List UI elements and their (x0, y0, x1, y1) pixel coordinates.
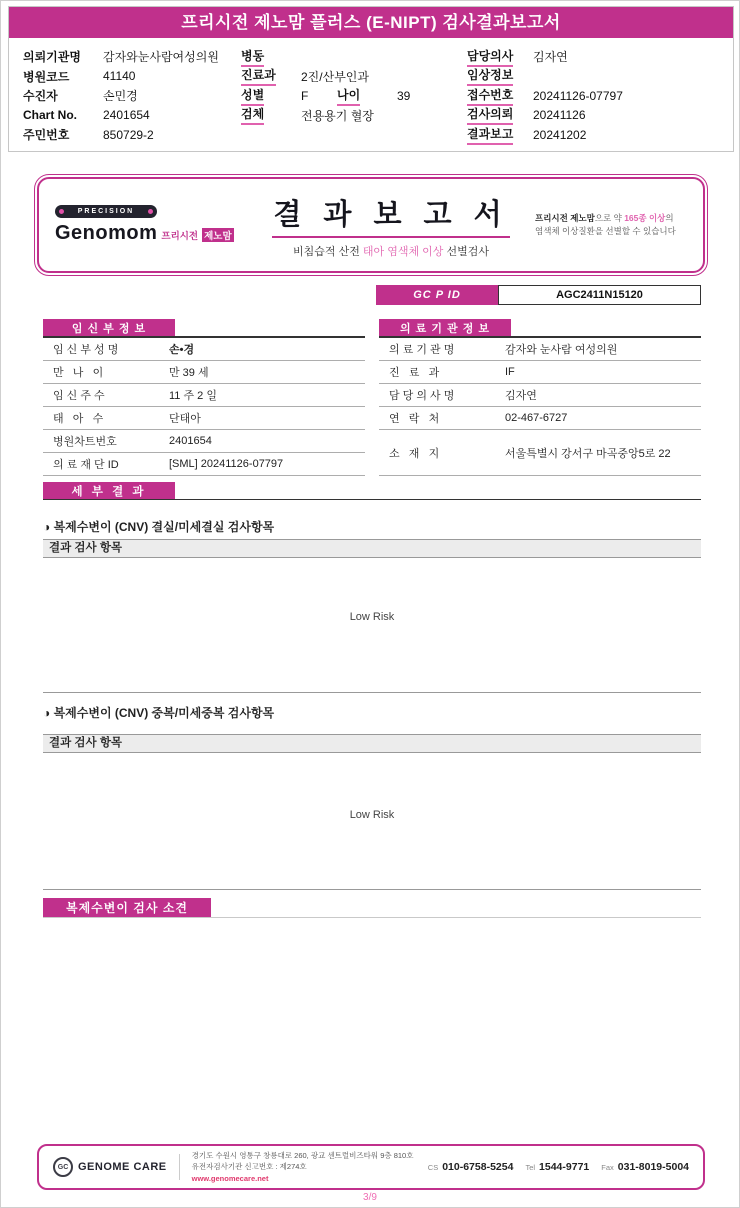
clinical-info-label: 임상정보 (467, 66, 513, 86)
genomom-logo (55, 205, 247, 245)
sex-label: 성별 (241, 86, 264, 106)
clinic-address-value: 서울특별시 강서구 마곡중앙5로 22 (505, 447, 671, 460)
order-info-right-column (467, 47, 719, 145)
brand-korean-1: 프리시전 (161, 231, 199, 242)
resident-no-label: 주민번호 (23, 128, 70, 143)
title-underline (272, 236, 510, 238)
table-row (379, 407, 701, 430)
clinic-info-title: 의 료 기 관 정 보 (379, 319, 511, 336)
order-info-grid (9, 38, 733, 151)
info-row-clinical-info (467, 67, 719, 87)
brand-line (55, 222, 247, 245)
cnv-findings-title: 복제수변이 검사 소견 (43, 898, 211, 917)
chart-no-value: 2401654 (103, 108, 150, 123)
cnv-duplication-heading (43, 704, 274, 721)
cnv-deletion-table-header: 결과 검사 항목 (43, 539, 701, 558)
tagline-end: 의 (665, 212, 674, 223)
tagline-count: 165종 이상 (624, 212, 666, 223)
cnv-duplication-table-header: 결과 검사 항목 (43, 734, 701, 753)
fetus-count-label: 태 아 수 (53, 413, 104, 425)
result-report-header-box (37, 177, 705, 273)
age-label: 나이 (337, 86, 360, 106)
resident-no-value: 850729-2 (103, 127, 154, 142)
footer-website: www.genomecare.net (191, 1173, 269, 1183)
clinic-info-table (379, 319, 701, 476)
cnv-duplication-heading-text: 복제수변이 (CNV) 중복/미세중복 검사항목 (53, 706, 275, 720)
fetus-count-value: 단태아 (169, 413, 201, 425)
clinic-doctor-value: 김자연 (505, 390, 537, 402)
precision-dot-right-icon (148, 209, 153, 214)
footer-address-line2: 유전자검사기관 신고번호 : 제274호 (191, 1162, 307, 1172)
specimen-label: 검체 (241, 105, 264, 125)
cnv-deletion-heading-text: 복제수변이 (CNV) 결실/미세결실 검사항목 (53, 520, 275, 534)
cnv-duplication-result: Low Risk (349, 809, 395, 821)
tel-label: Tel (525, 1163, 536, 1172)
order-info-left-column (23, 47, 241, 145)
clinic-doctor-label: 담 당 의 사 명 (389, 390, 455, 402)
tel-value: 1544-9771 (539, 1161, 590, 1173)
subtitle-prefix: 비침습적 산전 (293, 245, 363, 258)
subtitle-suffix: 선별검사 (443, 245, 489, 258)
doctor-value: 김자연 (533, 50, 568, 65)
maternal-name-value: 손•경 (169, 344, 195, 356)
table-row (379, 384, 701, 407)
genomecare-logo (53, 1157, 167, 1177)
chart-no-label: Chart No. (23, 108, 77, 123)
info-row-patient (23, 86, 241, 106)
ward-label: 병동 (241, 47, 264, 67)
table-row (43, 361, 365, 384)
department-value: 2진/산부인과 (301, 69, 369, 84)
subtitle-highlight: 태아 염색체 이상 (362, 245, 444, 258)
table-row (43, 384, 365, 407)
table-row (379, 430, 701, 476)
department-label: 진료과 (241, 66, 276, 86)
info-row-ward (241, 47, 467, 67)
brand-name: Genomom (55, 222, 158, 244)
footer-divider (179, 1154, 180, 1180)
table-row (43, 338, 365, 361)
gc-pid-value: AGC2411N15120 (498, 285, 701, 305)
receipt-no-label: 접수번호 (467, 86, 513, 106)
footer-address-block (192, 1150, 414, 1184)
footer-address-line1: 경기도 수원시 영통구 창룡대로 260, 광교 센트럴비즈타워 9층 810호 (191, 1151, 414, 1161)
footer-cs-contact (428, 1161, 514, 1173)
request-date-label: 검사의뢰 (467, 105, 513, 125)
table-row (43, 407, 365, 430)
info-row-department (241, 67, 467, 87)
page-number: 3/9 (363, 1192, 377, 1203)
info-row-chart-no (23, 106, 241, 126)
maternal-info-title: 임 신 부 정 보 (43, 319, 175, 336)
maternal-info-body (43, 336, 365, 476)
result-report-title: 결 과 보 고 서 (273, 198, 509, 231)
genomecare-brand-name: GENOME CARE (78, 1161, 167, 1173)
precision-dot-left-icon (59, 209, 64, 214)
genomecare-logo-icon: GC (53, 1157, 73, 1177)
fax-value: 031-8019-5004 (617, 1161, 689, 1173)
brand-korean-2: 제노맘 (202, 228, 234, 242)
patient-label: 수진자 (23, 89, 58, 104)
receipt-no-value: 20241126-07797 (533, 88, 623, 103)
gestation-weeks-value: 11 주 2 일 (169, 390, 217, 402)
report-main-title: 프리시전 제노맘 플러스 (E-NIPT) 검사결과보고서 (9, 7, 733, 38)
result-date-value: 20241202 (533, 127, 587, 142)
clinic-name-value: 감자와 눈사람 여성의원 (505, 344, 618, 356)
table-row (379, 361, 701, 384)
cs-label: CS (427, 1163, 439, 1172)
info-row-result-date (467, 125, 719, 145)
specimen-value: 전용용기 혈장 (301, 108, 374, 123)
half-circle-bullet-icon: ◑ (43, 520, 51, 534)
fax-label: Fax (601, 1163, 614, 1172)
precision-text: PRECISION (77, 208, 135, 215)
maternal-age-label: 만 나 이 (53, 367, 104, 379)
footer-contacts (428, 1161, 689, 1173)
detailed-results-title: 세 부 결 과 (43, 482, 175, 499)
info-row-resident-no (23, 125, 241, 145)
maternal-info-table (43, 319, 365, 476)
institution-label: 의뢰기관명 (23, 50, 81, 65)
clinic-info-body (379, 336, 701, 476)
lab-id-label: 의 료 재 단 ID (53, 459, 119, 471)
clinic-department-value: IF (505, 366, 515, 378)
sex-value: F (301, 88, 309, 103)
clinic-name-label: 의 료 기 관 명 (389, 344, 455, 356)
result-date-label: 결과보고 (467, 125, 513, 145)
clinic-department-label: 진 료 과 (389, 367, 440, 379)
cnv-duplication-end-divider (43, 889, 701, 890)
info-row-doctor (467, 47, 719, 67)
hospital-code-label: 병원코드 (23, 69, 70, 84)
footer-fax-contact (601, 1161, 689, 1173)
doctor-label: 담당의사 (467, 47, 513, 67)
maternal-age-value: 만 39 세 (169, 367, 209, 379)
tagline-line2: 염색체 이상질환을 선별할 수 있습니다 (535, 226, 676, 236)
gc-pid-label: GC P ID (376, 285, 498, 305)
table-row (379, 338, 701, 361)
clinic-phone-label: 연 락 처 (389, 413, 440, 425)
hospital-code-value: 41140 (103, 69, 136, 84)
footer-tel-contact (525, 1161, 589, 1173)
result-report-subtitle (247, 243, 535, 259)
info-row-hospital-code (23, 67, 241, 87)
half-circle-bullet-icon: ◑ (43, 706, 51, 720)
cnv-findings-section-header (43, 898, 701, 918)
cnv-deletion-end-divider (43, 692, 701, 693)
lab-id-value: [SML] 20241126-07797 (169, 458, 284, 470)
order-header-block (8, 6, 734, 152)
hospital-chart-no-label: 병원차트번호 (53, 436, 117, 448)
cnv-deletion-result: Low Risk (349, 611, 395, 623)
info-row-request-date (467, 106, 719, 126)
screening-tagline (535, 212, 687, 238)
clinic-address-label: 소 재 지 (389, 447, 440, 460)
patient-value: 손민경 (103, 89, 138, 104)
institution-value: 감자와눈사람여성의원 (103, 50, 219, 65)
result-report-title-block (247, 192, 535, 259)
hospital-chart-no-value: 2401654 (169, 435, 212, 447)
detailed-results-section-header (43, 482, 701, 500)
info-row-specimen (241, 106, 467, 126)
gestation-weeks-label: 임 신 주 수 (53, 390, 105, 402)
table-row (43, 430, 365, 453)
age-value: 39 (397, 88, 411, 103)
tagline-brand: 프리시전 제노맘 (535, 212, 595, 223)
footer-box (37, 1144, 705, 1190)
tagline-mid: 으로 약 (594, 212, 625, 223)
gc-pid-bar (376, 285, 701, 305)
order-info-middle-column (241, 47, 467, 145)
table-row (43, 453, 365, 476)
info-row-institution (23, 47, 241, 67)
cs-value: 010-6758-5254 (442, 1161, 514, 1173)
precision-badge (55, 205, 157, 218)
info-row-sex-age (241, 86, 467, 106)
clinic-phone-value: 02-467-6727 (505, 412, 568, 424)
request-date-value: 20241126 (533, 108, 586, 123)
maternal-name-label: 임 신 부 성 명 (53, 344, 119, 356)
info-row-receipt-no (467, 86, 719, 106)
cnv-deletion-heading (43, 518, 274, 535)
